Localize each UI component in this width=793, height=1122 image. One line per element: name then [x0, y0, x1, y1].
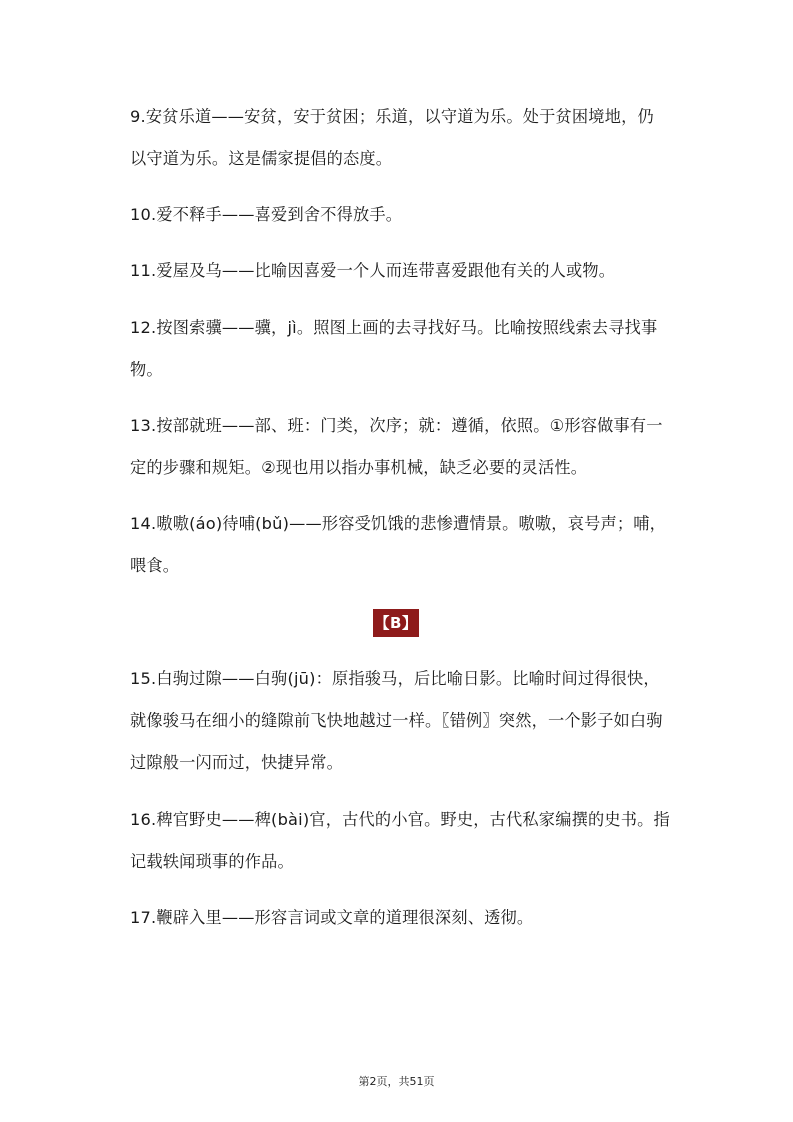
idiom-entry-13: 13.按部就班——部、班：门类，次序；就：遵循，依照。①形容做事有一定的步骤和规矩。②现也用以指办事机械，缺乏必要的灵活性。 — [130, 416, 663, 477]
section-heading-b: 【B】 — [373, 609, 419, 637]
idiom-entry-15: 15.白驹过隙——白驹(jū)：原指骏马，后比喻日影。比喻时间过得很快，就像骏马在细小的缝隙前飞快地越过一样。〖错例〗突然，一个影子如白驹过隙般一闪而过，快捷异常。 — [130, 669, 663, 772]
idiom-entry-9: 9.安贫乐道——安贫，安于贫困；乐道，以守道为乐。处于贫困境地，仍以守道为乐。这是儒家提倡的态度。 — [130, 107, 654, 168]
idiom-entry-17: 17.鞭辟入里——形容言词或文章的道理很深刻、透彻。 — [130, 908, 534, 927]
idiom-entry-10: 10.爱不释手——喜爱到舍不得放手。 — [130, 205, 403, 224]
idiom-entry-16: 16.稗官野史——稗(bài)官，古代的小官。野史，古代私家编撰的史书。指记载轶闻琐事的作品。 — [130, 810, 670, 871]
idiom-entry-11: 11.爱屋及乌——比喻因喜爱一个人而连带喜爱跟他有关的人或物。 — [130, 261, 616, 280]
page-footer: 第2页，共51页 — [358, 1075, 435, 1088]
idiom-entry-14: 14.嗷嗷(áo)待哺(bǔ)——形容受饥饿的悲惨遭情景。嗷嗷，哀号声；哺，喂食。 — [130, 514, 667, 575]
idiom-entry-12: 12.按图索骥——骥，jì。照图上画的去寻找好马。比喻按照线索去寻找事物。 — [130, 318, 658, 379]
